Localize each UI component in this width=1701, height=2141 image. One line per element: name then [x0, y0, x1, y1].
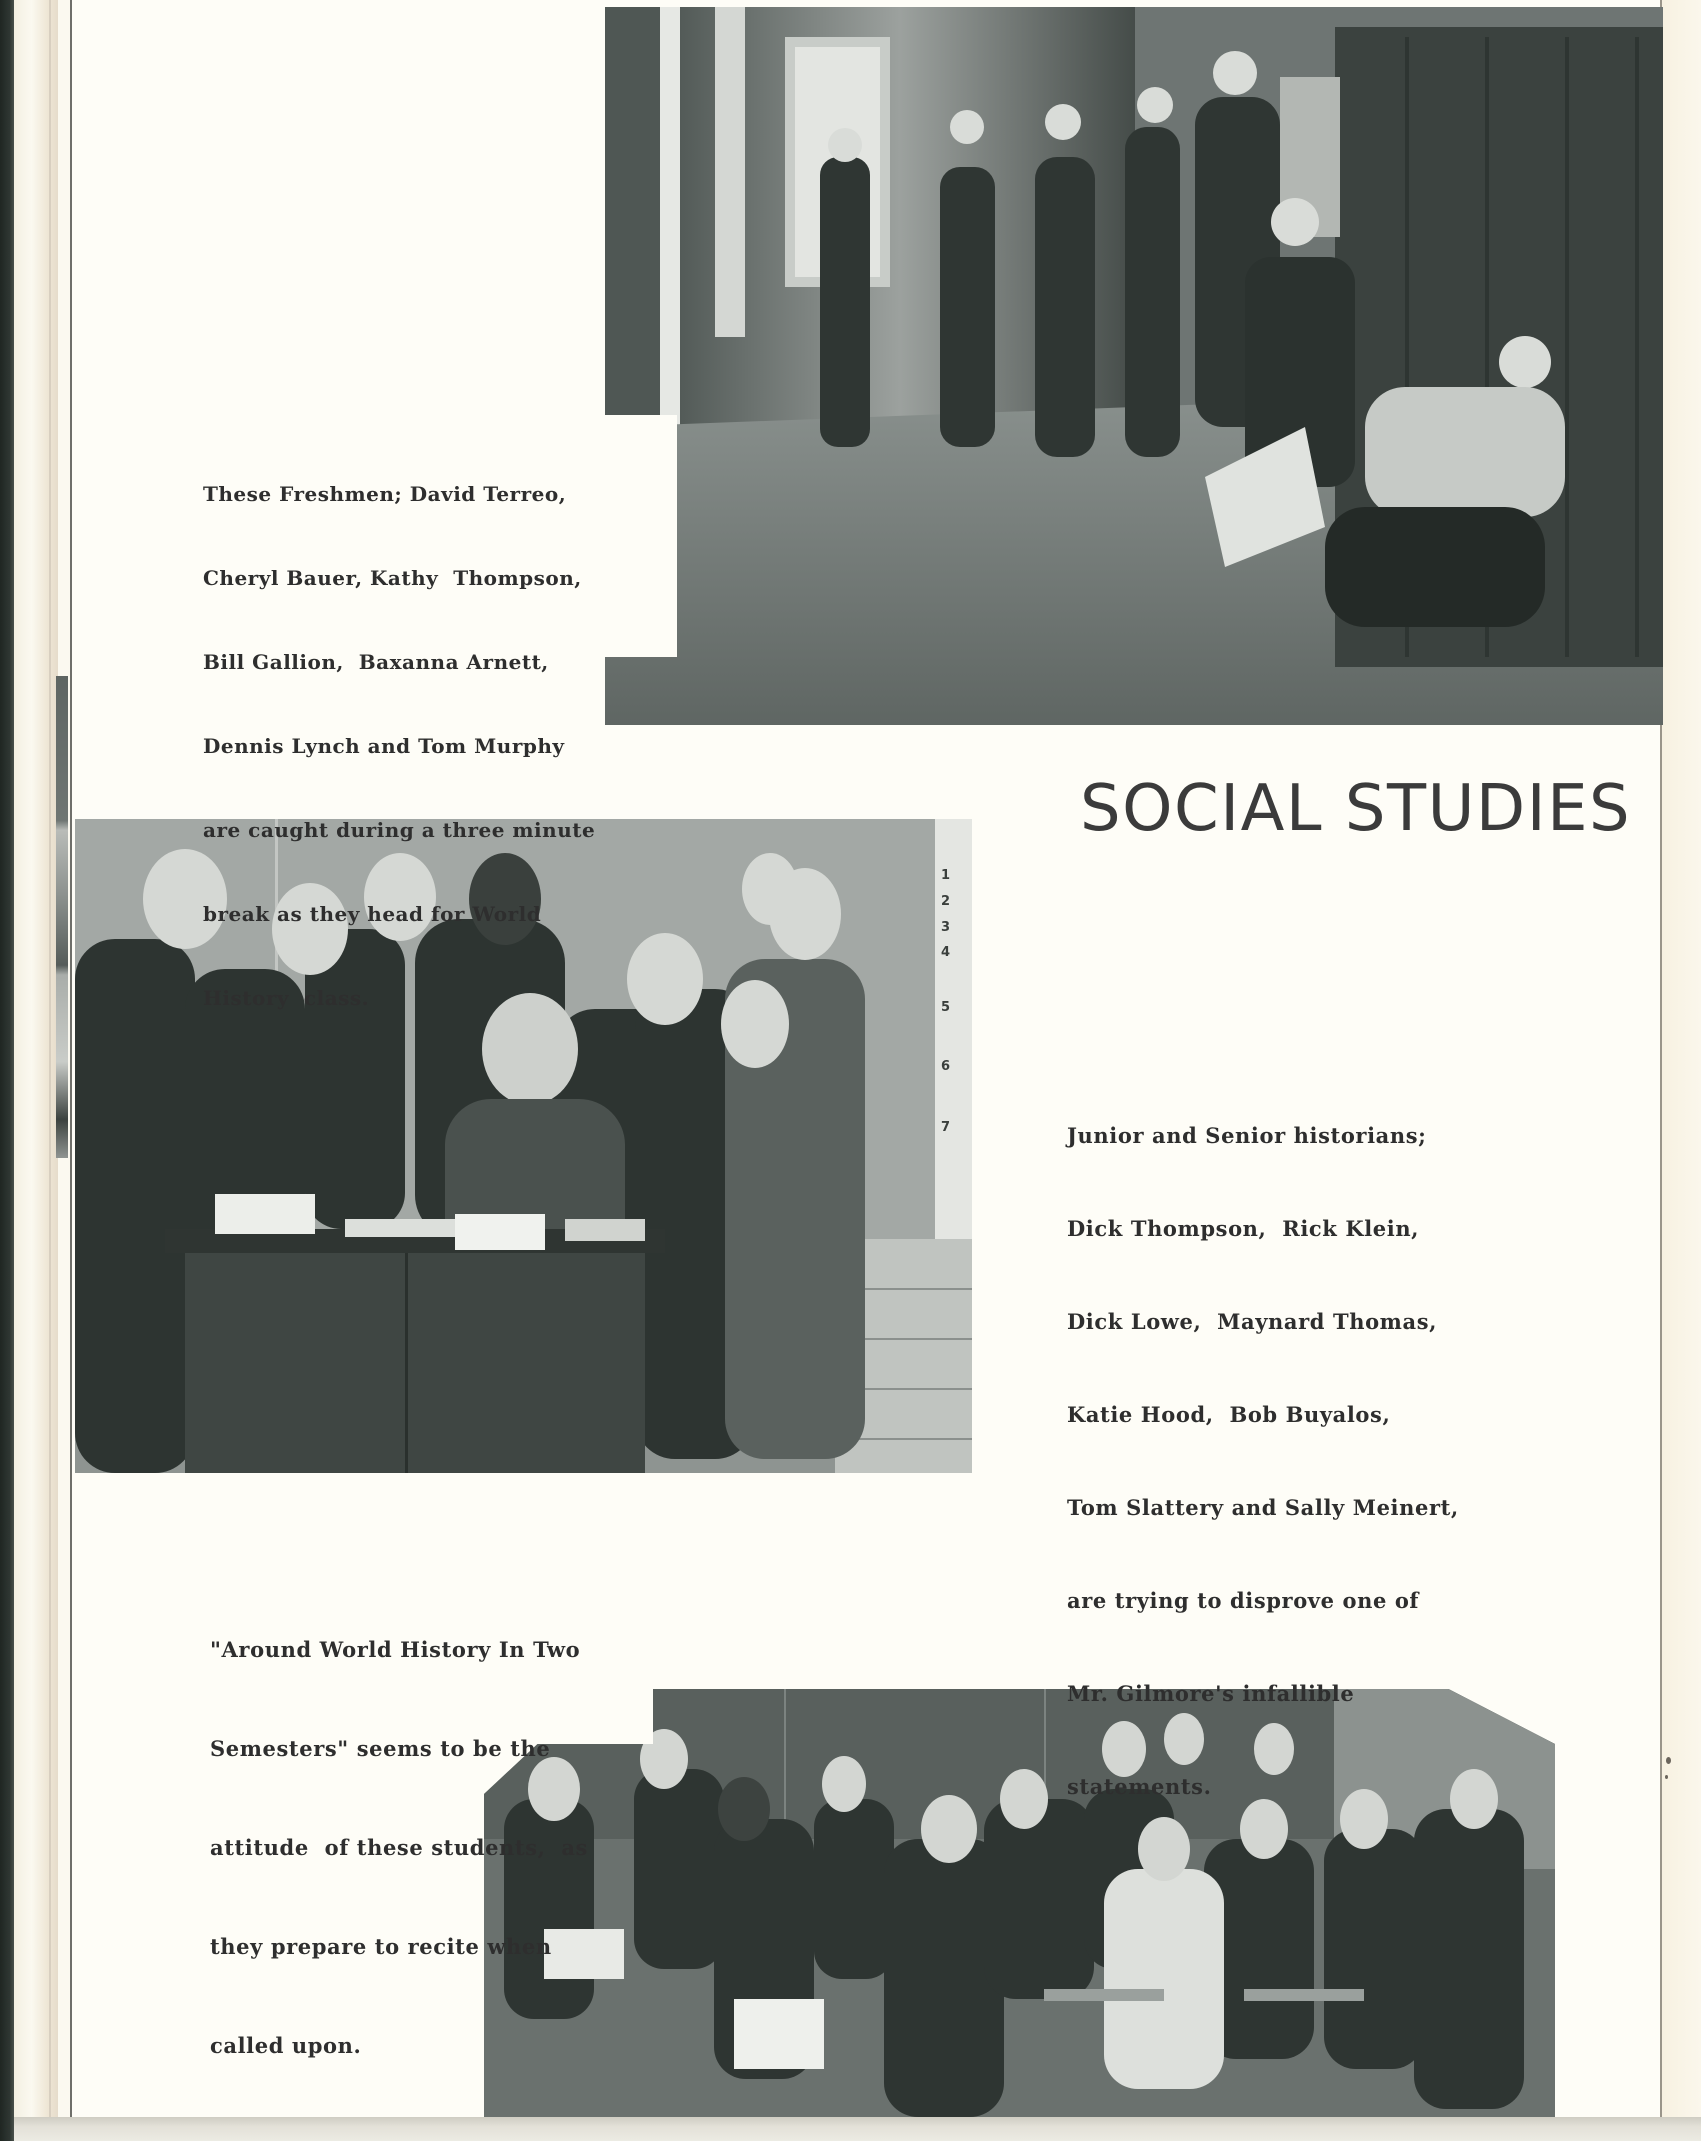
paper-speck — [1665, 1775, 1668, 1779]
book-binding-gutter — [14, 0, 58, 2141]
caption-classroom — [210, 1567, 588, 2095]
caption-line: Bill Gallion, Baxanna Arnett, — [203, 650, 549, 674]
caption-line: Katie Hood, Bob Buyalos, — [1067, 1402, 1391, 1427]
section-title: SOCIAL STUDIES — [1080, 772, 1632, 846]
calendar-number: 3 — [941, 920, 951, 935]
caption-line: Dennis Lynch and Tom Murphy — [203, 734, 565, 758]
caption-line: Dick Lowe, Maynard Thomas, — [1067, 1309, 1438, 1334]
page-bottom-edge — [14, 2117, 1701, 2141]
wall-calendar — [935, 819, 972, 1249]
next-page-margin — [1662, 0, 1701, 2141]
caption-line: Dick Thompson, Rick Klein, — [1067, 1216, 1420, 1241]
caption-line: These Freshmen; David Terreo, — [203, 482, 567, 506]
hallway-photo-art — [677, 415, 1663, 657]
caption-hallway — [203, 424, 595, 1040]
calendar-number: 7 — [941, 1120, 951, 1135]
paper-speck — [1666, 1757, 1671, 1764]
caption-line: they prepare to recite when — [210, 1934, 552, 1959]
book-binding-shadow — [0, 0, 14, 2141]
caption-line: break as they head for World — [203, 902, 542, 926]
caption-line: Cheryl Bauer, Kathy Thompson, — [203, 566, 582, 590]
calendar-number: 1 — [941, 868, 951, 883]
page-left-edge — [70, 0, 72, 2120]
photo-hallway-lockers — [605, 7, 1663, 415]
calendar-number: 6 — [941, 1059, 951, 1074]
caption-line: "Around World History In Two — [210, 1637, 581, 1662]
caption-line: called upon. — [210, 2033, 362, 2058]
calendar-number: 5 — [941, 1000, 951, 1015]
caption-line: Mr. Gilmore's infallible — [1067, 1681, 1355, 1706]
hallway-photo-art — [605, 7, 1663, 415]
calendar-number: 4 — [941, 945, 951, 960]
hallway-photo-art — [605, 657, 1663, 725]
photo-hallway-lockers-middle — [677, 415, 1663, 657]
caption-line: are caught during a three minute — [203, 818, 596, 842]
caption-line: History class. — [203, 986, 370, 1010]
caption-line: statements. — [1067, 1774, 1212, 1799]
caption-line: Semesters" seems to be the — [210, 1736, 551, 1761]
caption-line: are trying to disprove one of — [1067, 1588, 1420, 1613]
previous-page-photo-edge — [56, 676, 68, 1158]
caption-line: Tom Slattery and Sally Meinert, — [1067, 1495, 1459, 1520]
gutter-line — [49, 0, 51, 2141]
calendar-number: 2 — [941, 894, 951, 909]
caption-desk — [1067, 1058, 1459, 1833]
photo-hallway-lockers-bottom — [605, 657, 1663, 725]
caption-line: Junior and Senior historians; — [1067, 1123, 1427, 1148]
caption-line: attitude of these students, as — [210, 1835, 588, 1860]
